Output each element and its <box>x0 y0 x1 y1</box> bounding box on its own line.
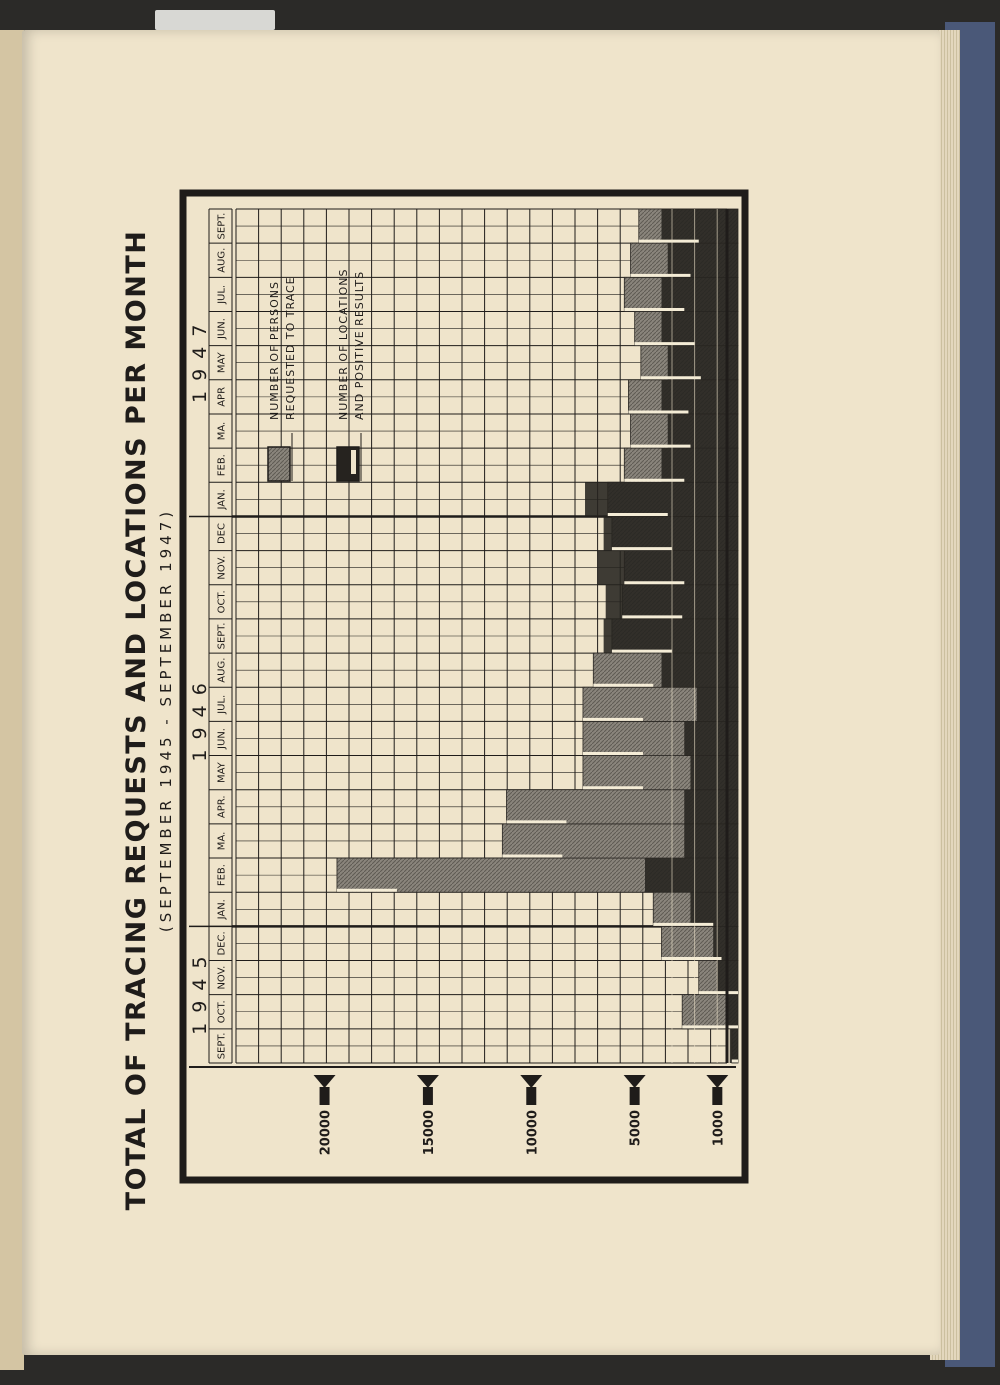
y-tick-label: 5000 <box>628 1110 644 1147</box>
month-label: FEB. <box>216 864 228 887</box>
month-label: OCT. <box>216 590 228 614</box>
y-tick-label: 1000 <box>711 1110 727 1147</box>
month-label: FEB. <box>216 454 228 477</box>
month-label: AUG. <box>216 247 228 273</box>
chart-subtitle: (SEPTEMBER 1945 - SEPTEMBER 1947) <box>157 507 175 933</box>
book-page <box>22 30 940 1355</box>
month-label: MAY <box>216 352 228 374</box>
location-bar <box>684 721 738 755</box>
tick-arrow-shaft <box>630 1087 640 1105</box>
month-label: NOV. <box>216 555 228 580</box>
location-bar <box>684 824 738 858</box>
month-label: SEPT. <box>216 1032 228 1060</box>
legend-label-line1: NUMBER OF LOCATIONS <box>337 268 350 420</box>
location-bar <box>690 756 738 790</box>
month-label: APR. <box>216 795 228 819</box>
month-label: SEPT. <box>216 212 228 240</box>
location-bar <box>690 892 738 926</box>
month-label: OCT. <box>216 1000 228 1024</box>
legend-label-line2: REQUESTED TO TRACE <box>284 276 297 420</box>
year-label: 1 9 4 5 <box>189 954 211 1035</box>
y-tick-label: 15000 <box>421 1110 437 1156</box>
month-label: MA. <box>216 421 228 441</box>
legend-label-line2: AND POSITIVE RESULTS <box>353 270 366 420</box>
bookmark-tab <box>155 10 275 30</box>
month-label: JUL. <box>216 694 228 714</box>
month-label: SEPT. <box>216 622 228 650</box>
month-label: JAN. <box>216 899 228 920</box>
year-label: 1 9 4 7 <box>189 322 211 403</box>
tick-arrow-shaft <box>712 1087 722 1105</box>
month-label: JUL. <box>216 284 228 304</box>
location-bar <box>645 858 738 892</box>
month-label: DEC <box>216 523 228 545</box>
legend-swatch-highlight <box>351 450 356 474</box>
chart-title: TOTAL OF TRACING REQUESTS AND LOCATIONS PER MONTH <box>121 229 152 1211</box>
left-page-edge <box>0 30 24 1370</box>
tick-arrow-shaft <box>320 1087 330 1105</box>
month-label: JAN. <box>216 489 228 510</box>
location-bar <box>604 516 738 550</box>
month-label: AUG. <box>216 657 228 683</box>
y-tick-label: 20000 <box>318 1110 334 1156</box>
location-bar <box>604 619 738 653</box>
location-bar <box>585 482 738 516</box>
location-bar <box>730 1029 738 1063</box>
month-label: MA. <box>216 831 228 851</box>
month-label: MAY <box>216 762 228 784</box>
location-bar <box>684 790 738 824</box>
legend-swatch-requests <box>268 447 290 481</box>
month-label: DEC. <box>216 931 228 956</box>
tracing-requests-chart <box>22 30 940 1355</box>
tick-arrow-shaft <box>526 1087 536 1105</box>
y-tick-label: 10000 <box>525 1110 541 1156</box>
year-label: 1 9 4 6 <box>189 681 211 762</box>
legend-label-line1: NUMBER OF PERSONS <box>268 281 281 420</box>
month-label: NOV. <box>216 965 228 990</box>
month-label: JUN. <box>216 318 228 340</box>
month-label: JUN. <box>216 728 228 749</box>
month-label: APR <box>216 386 228 407</box>
tick-arrow-shaft <box>423 1087 433 1105</box>
